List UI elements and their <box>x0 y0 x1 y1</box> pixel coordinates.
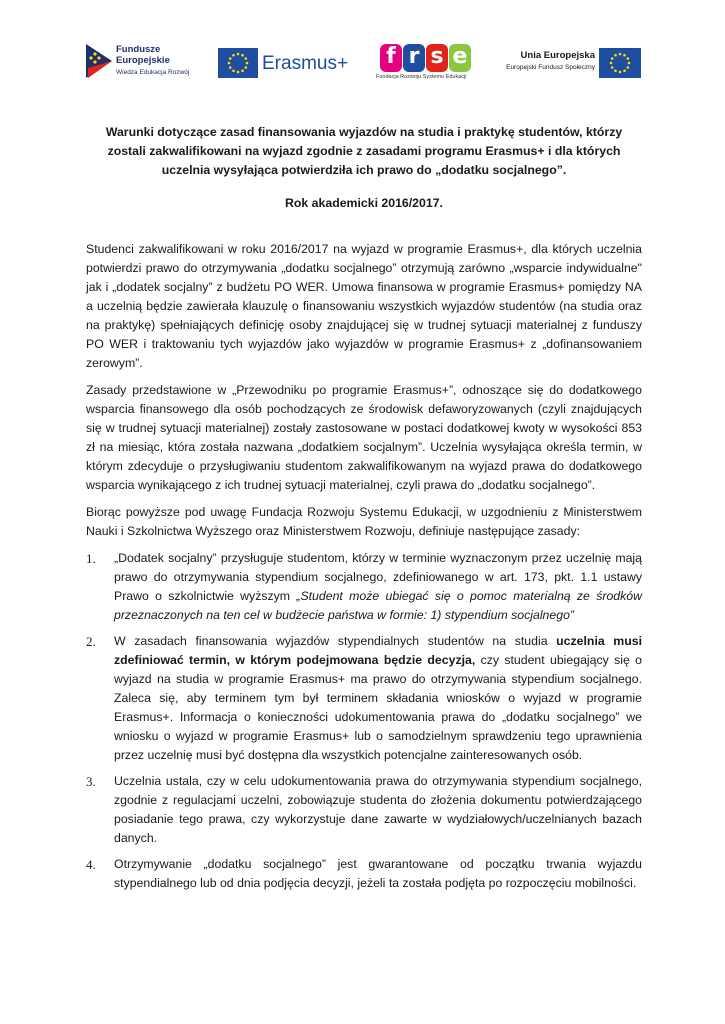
eu-flag-icon <box>218 48 258 78</box>
frse-letter-r: r <box>403 44 425 72</box>
unia-europejska-logo <box>504 40 641 84</box>
fundusze-line1: Fundusze <box>116 44 161 55</box>
list-item <box>86 632 642 765</box>
paragraph: Zasady przedstawione w „Przewodniku po programie Erasmus+”, odnoszące się do dodatkowego wsparcia finansowego dla osób pochodzących ze środowisk defaworyzowanych (czyli znajdujących się w trudnej sytuacji materialnej) zostały zastosowane w postaci dodatkowej kwoty w wysokości 853 zł na miesiąc, która została nazwana „dodatkiem socjalnym”. Uczelnia wysyłająca określa termin, w którym zdecyduje o przysługiwaniu studentom zakwalifikowanym na wyjazd prawa do dodatkowego wsparcia wynikającego z ich trudnej sytuacji materialnej, czyli prawa do „dodatku socjalnego”. <box>86 383 642 492</box>
frse-letter-s: s <box>426 44 448 72</box>
spacer <box>86 213 642 240</box>
list-item <box>86 772 642 848</box>
fundusze-line2: Europejskie <box>116 55 170 66</box>
document-body <box>86 123 642 900</box>
erasmus-plus-text: Erasmus+ <box>262 53 349 74</box>
paragraph: Biorąc powyższe pod uwagę Fundacja Rozwoju Systemu Edukacji, w uzgodnieniu z Ministerstwem Nauki i Szkolnictwa Wyższego oraz Ministerstwem Rozwoju, definiuje następujące zasady: <box>86 505 642 538</box>
list-text: Otrzymywanie „dodatku socjalnego” jest gwarantowane od początku trwania wyjazdu stypendialnego lub od dnia podjęcia decyzji, jeżeli ta została podjęta po rozpoczęciu mobilności. <box>114 857 642 890</box>
list-text: Uczelnia ustala, czy w celu udokumentowania prawa do otrzymywania stypendium socjalnego, zgodnie z regulacjami uczelni, zobowiązuje studenta do złożenia dokumentu potwierdzającego posiadanie tego prawa, czy wykorzystuje dane zawarte w wydziałowych/uczelnianych bazach danych. <box>114 774 642 845</box>
list-number: 4. <box>86 857 96 872</box>
logo-bar <box>86 40 641 84</box>
frse-caption: Fundacja Rozwoju Systemu Edukacji <box>376 74 467 80</box>
list-bold-text: uczelnia musi zdefiniować termin, w którym podejmowana będzie decyzja, <box>114 634 643 667</box>
list-item <box>86 855 642 893</box>
erasmus-plus-logo <box>218 40 358 84</box>
eu-flag-icon <box>599 48 641 78</box>
list-item <box>86 549 642 625</box>
fundusze-europejskie-logo <box>86 40 196 84</box>
academic-year: Rok akademicki 2016/2017. <box>285 196 443 210</box>
frse-logo <box>376 40 476 84</box>
list-number: 2. <box>86 634 96 649</box>
fundusze-line3: Wiedza Edukacja Rozwój <box>116 69 190 76</box>
fundusze-europejskie-mark-icon <box>86 44 112 78</box>
frse-letter-e: e <box>449 44 471 72</box>
ue-line2: Europejski Fundusz Społeczny <box>506 64 595 71</box>
list-text: „Dodatek socjalny” przysługuje studentom, którzy w terminie wyznaczonym przez uczelnię mają prawo do otrzymywania stypendium socjalnego, zdefiniowanego w art. 173, pkt. 1.1 ustawy Prawo o szkolnictwie wyższym <box>114 551 642 603</box>
list-text: czy student ubiegający się o wyjazd na studia w programie Erasmus+ ma prawo do otrzymywania stypendium socjalnego. Zaleca się, aby terminem tym był terminem składania wniosków o wyjazd w programie Erasmus+. Informacja o konieczności udokumentowania prawa do „dodatku socjalnego” we wniosku o wyjazd w programie Erasmus+ lub o samodzielnym sprawdzeniu tego uprawnienia przez uczelnię musi być dostępna dla wszystkich potencjalne zainteresowanych osób. <box>114 653 642 762</box>
paragraph: Studenci zakwalifikowani w roku 2016/2017 na wyjazd w programie Erasmus+, dla których uczelnia potwierdzi prawo do otrzymywania „dodatku socjalnego” otrzymują zarówno „wsparcie indywidualne" jak i „dodatek socjalny” z budżetu PO WER. Umowa finansowa w programie Erasmus+ pomiędzy NA a uczelnią będzie zawierała klauzulę o finansowaniu wszystkich wyjazdów studentów (na studia oraz na praktykę) spełniających definicję osoby znajdującej się w trudnej sytuacji materialnej z funduszy PO WER i traktowaniu tych wyjazdów jako wyjazdów w programie Erasmus+ z „dofinansowaniem zerowym”. <box>86 242 642 370</box>
rules-list <box>86 549 642 893</box>
document-title: Warunki dotyczące zasad finansowania wyjazdów na studia i praktykę studentów, którzy zostali zakwalifikowani na wyjazd zgodnie z zasadami programu Erasmus+ i dla których uczelnia wysyłająca potwierdziła ich prawo do „dodatku socjalnego”. <box>105 125 623 177</box>
list-quote: „Student może ubiegać się o pomoc materialną ze środków przeznaczonych na ten cel w budżecie państwa w formie: 1) stypendium socjalnego” <box>114 589 642 622</box>
list-number: 1. <box>86 551 96 566</box>
ue-line1: Unia Europejska <box>520 50 595 61</box>
list-number: 3. <box>86 774 96 789</box>
frse-letter-f: f <box>380 44 402 72</box>
list-text: W zasadach finansowania wyjazdów stypendialnych studentów na studia <box>114 634 557 648</box>
